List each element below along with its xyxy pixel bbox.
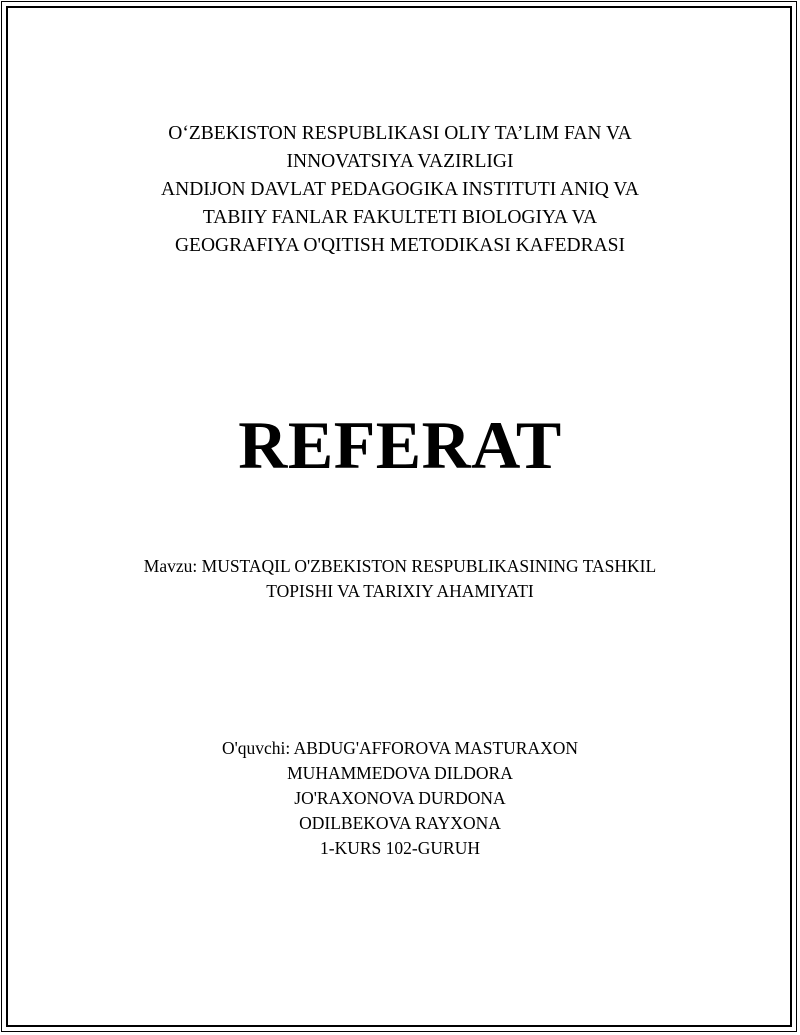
topic-line: Mavzu: MUSTAQIL O'ZBEKISTON RESPUBLIKASINING TASHKIL: [143, 556, 657, 576]
header-line: INNOVATSIYA VAZIRLIGI: [286, 151, 514, 172]
header-line: TABIIY FANLAR FAKULTETI BIOLOGIYA VA: [202, 207, 598, 228]
student-line: MUHAMMEDOVA DILDORA: [287, 763, 513, 783]
institution-header: [0, 120, 800, 260]
document-title: REFERAT: [238, 407, 562, 483]
student-line: ODILBEKOVA RAYXONA: [299, 813, 501, 833]
student-line: JO'RAXONOVA DURDONA: [294, 788, 506, 808]
topic-block: [0, 554, 800, 604]
student-line: O'quvchi: ABDUG'AFFOROVA MASTURAXON: [221, 738, 579, 758]
students-block: [0, 736, 800, 861]
topic-line: TOPISHI VA TARIXIY AHAMIYATI: [266, 581, 534, 601]
course-group-line: 1-KURS 102-GURUH: [320, 838, 480, 858]
header-line: O‘ZBEKISTON RESPUBLIKASI OLIY TA’LIM FAN VA: [168, 123, 632, 144]
header-line: ANDIJON DAVLAT PEDAGOGIKA INSTITUTI ANIQ VA: [161, 179, 639, 200]
header-line: GEOGRAFIYA O'QITISH METODIKASI KAFEDRASI: [174, 235, 626, 256]
